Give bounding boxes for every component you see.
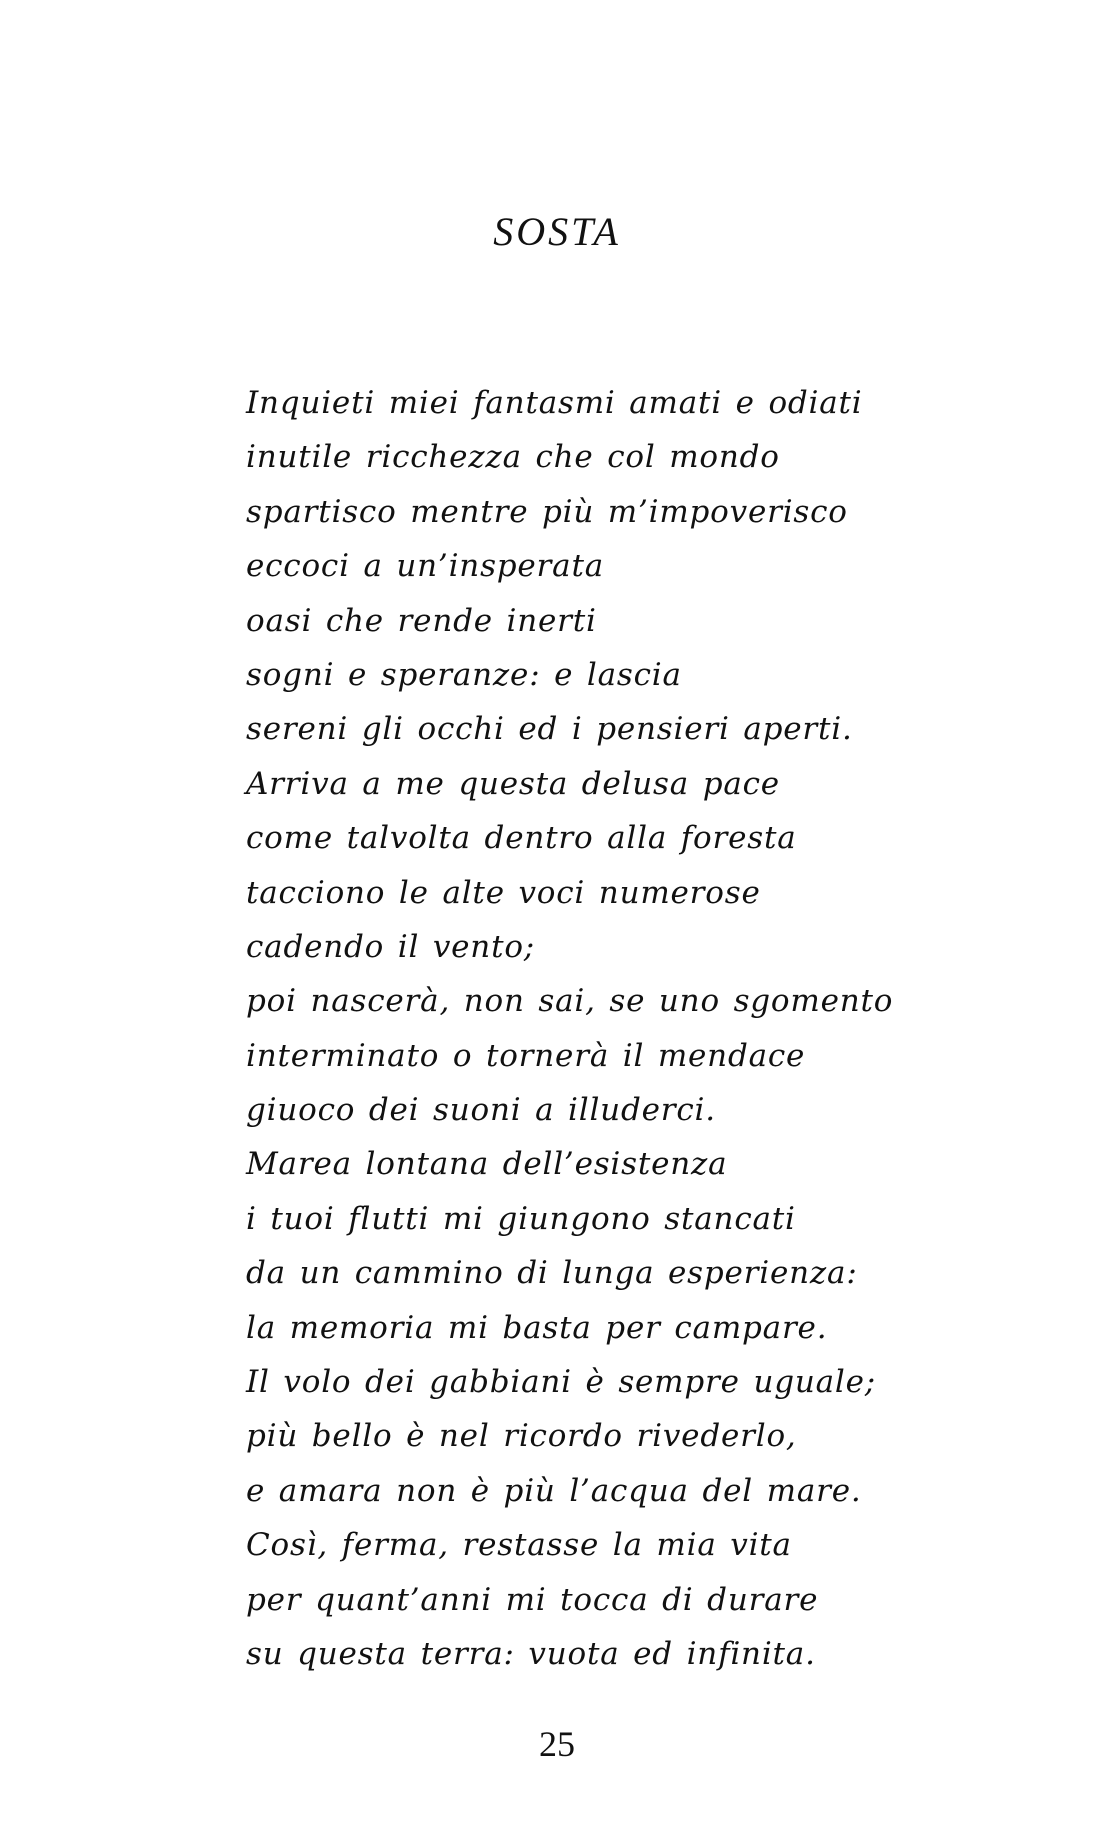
poem-line: sogni e speranze: e lascia: [246, 656, 682, 693]
poem-line: cadendo il vento;: [246, 928, 536, 965]
poem-line: sereni gli occhi ed i pensieri aperti.: [246, 711, 853, 748]
poem-line: oasi che rende inerti: [246, 602, 597, 639]
poem-line: eccoci a un’insperata: [246, 548, 605, 585]
poem-line: Marea lontana dell’esistenza: [246, 1146, 728, 1183]
poem-line: per quant’anni mi tocca di durare: [246, 1581, 819, 1618]
poem-line: interminato o tornerà il mendace: [246, 1037, 806, 1074]
poem-line: i tuoi flutti mi giungono stancati: [246, 1200, 796, 1237]
poem-line: inutile ricchezza che col mondo: [246, 439, 780, 476]
poem-line: Arriva a me questa delusa pace: [246, 765, 780, 802]
poem-line: Inquieti miei fantasmi amati e odiati: [246, 385, 863, 421]
poem-line: Il volo dei gabbiani è sempre uguale;: [246, 1364, 876, 1401]
poem-line: e amara non è più l’acqua del mare.: [246, 1472, 862, 1509]
poem-line: la memoria mi basta per campare.: [246, 1309, 828, 1346]
poem-line: come talvolta dentro alla foresta: [246, 820, 797, 857]
poem-line: da un cammino di lunga esperienza:: [246, 1255, 858, 1292]
poem-line: spartisco mentre più m’impoverisco: [246, 493, 848, 530]
poem-line: giuoco dei suoni a illuderci.: [246, 1092, 716, 1129]
poem-line: più bello è nel ricordo rivederlo,: [246, 1418, 797, 1455]
poem-title: SOSTA: [493, 209, 621, 254]
poem-line: poi nascerà, non sai, se uno sgomento: [246, 983, 894, 1020]
poem-line: Così, ferma, restasse la mia vita: [246, 1527, 792, 1564]
poem-line: su questa terra: vuota ed infinita.: [246, 1635, 816, 1672]
poem-body: [246, 376, 1046, 1681]
poem-line: tacciono le alte voci numerose: [246, 874, 761, 911]
page-number: 25: [539, 1724, 575, 1764]
